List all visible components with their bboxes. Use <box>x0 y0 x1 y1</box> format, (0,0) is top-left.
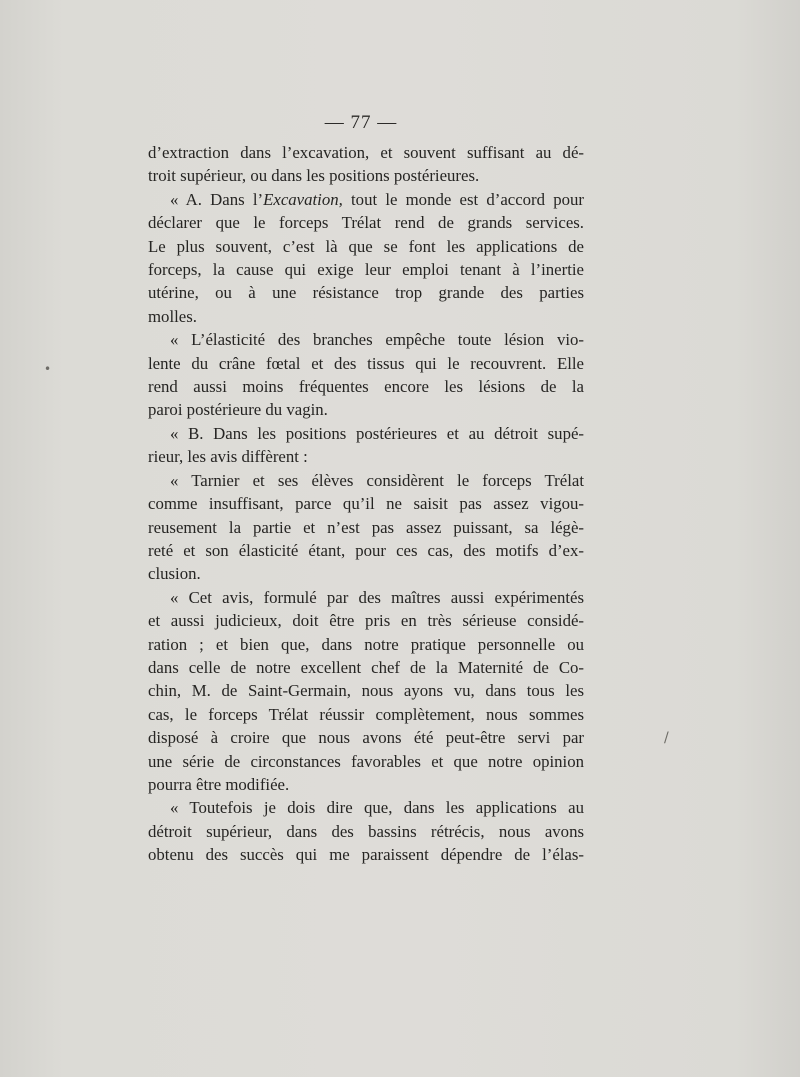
text-line: ration ; et bien que, dans notre pratique personnelle ou <box>148 634 584 654</box>
text-line: dans celle de notre excellent chef de la Maternité de Co- <box>148 657 584 677</box>
text-line: reté et son élasticité étant, pour ces cas, des motifs d’ex- <box>148 540 584 560</box>
text-line: comme insuffisant, parce qu’il ne saisit pas assez vigou- <box>148 494 584 514</box>
text-line: Le plus souvent, c’est là que se font les applications de <box>148 236 584 256</box>
text-line-start: « A. Dans l’ <box>170 189 264 209</box>
text-line: clusion. <box>148 564 201 584</box>
margin-mark: / <box>664 730 669 746</box>
text-line: une série de circonstances favorables et que notre opinion <box>148 751 584 771</box>
page-number: — 77 — <box>324 112 398 133</box>
text-line: détroit supérieur, dans des bassins rétrécis, nous avons <box>148 821 584 841</box>
italic-term: Excavation, <box>263 189 343 209</box>
text-line: déclarer que le forceps Trélat rend de grands services. <box>148 213 584 233</box>
text-line: « Tarnier et ses élèves considèrent le forceps Trélat <box>170 470 584 490</box>
text-line: pourra être modifiée. <box>148 774 290 794</box>
page-body-text <box>148 141 584 867</box>
text-line: reusement la partie et n’est pas assez puissant, sa légè- <box>148 517 584 537</box>
text-line: molles. <box>148 306 197 326</box>
text-line: « Toutefois je dois dire que, dans les applications au <box>170 798 584 818</box>
text-line: lente du crâne fœtal et des tissus qui le recouvrent. Elle <box>148 353 584 373</box>
text-line: forceps, la cause qui exige leur emploi tenant à l’inertie <box>148 260 584 280</box>
text-line-end: tout le monde est d’accord pour <box>342 189 584 209</box>
text-line: « B. Dans les positions postérieures et au détroit supé- <box>170 423 584 443</box>
text-line: « Cet avis, formulé par des maîtres aussi expérimentés <box>170 587 584 607</box>
text-line: rend aussi moins fréquentes encore les lésions de la <box>148 377 584 397</box>
text-line: utérine, ou à une résistance trop grande des parties <box>148 283 584 303</box>
text-line: paroi postérieure du vagin. <box>148 400 328 420</box>
text-line: disposé à croire que nous avons été peut-être servi par <box>148 728 584 748</box>
text-line: troit supérieur, ou dans les positions postérieures. <box>148 166 480 186</box>
text-line: obtenu des succès qui me paraissent dépendre de l’élas- <box>148 845 584 865</box>
text-line: « L’élasticité des branches empêche toute lésion vio- <box>170 330 584 350</box>
text-line: et aussi judicieux, doit être pris en très sérieuse considé- <box>148 611 584 631</box>
margin-mark: • <box>44 362 52 376</box>
text-line: d’extraction dans l’excavation, et souvent suffisant au dé- <box>148 143 584 162</box>
text-line <box>148 188 584 211</box>
text-line: rieur, les avis diffèrent : <box>148 447 308 467</box>
text-line: chin, M. de Saint-Germain, nous ayons vu, dans tous les <box>148 681 584 701</box>
text-line: cas, le forceps Trélat réussir complètement, nous sommes <box>148 704 584 724</box>
